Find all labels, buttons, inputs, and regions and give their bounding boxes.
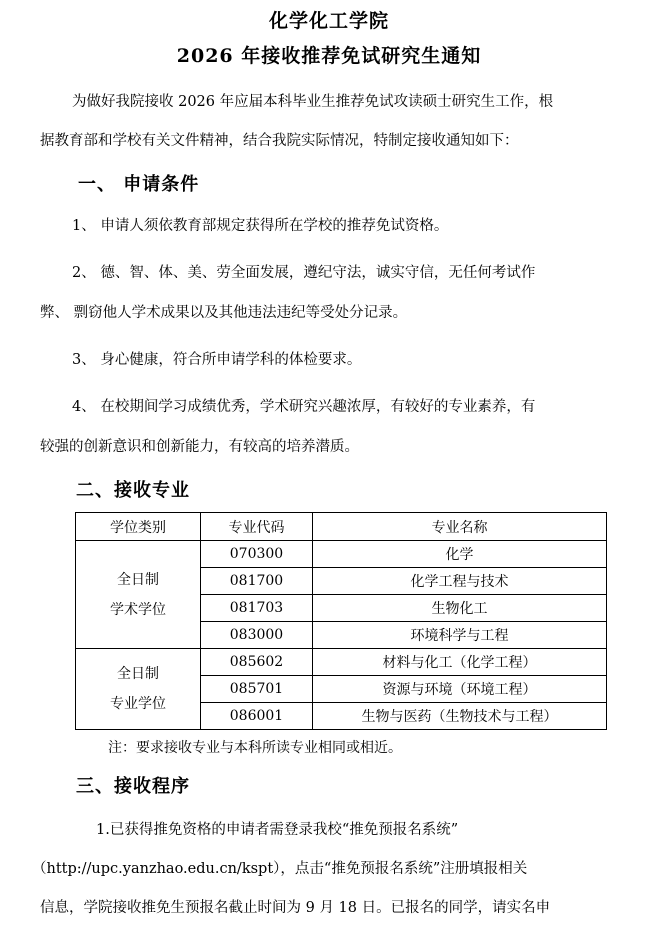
page-subtitle: 2026 年接收推荐免试研究生通知 xyxy=(176,45,482,67)
header-degree-type: 学位类别 xyxy=(76,513,201,541)
major-name: 材料与化工（化学工程） xyxy=(313,649,607,676)
degree-type-professional xyxy=(76,649,201,730)
major-code: 070300 xyxy=(201,541,313,568)
major-code: 083000 xyxy=(201,622,313,649)
intro-paragraph-line2: 据教育部和学校有关文件精神，结合我院实际情况，特制定接收通知如下： xyxy=(40,133,519,149)
page-title: 化学化工学院 xyxy=(268,10,389,32)
major-code: 086001 xyxy=(201,703,313,730)
header-major-name: 专业名称 xyxy=(313,513,607,541)
major-name: 生物与医药（生物技术与工程） xyxy=(313,703,607,730)
section-heading-conditions: 一、 申请条件 xyxy=(78,174,200,195)
degree-type-line: 学术学位 xyxy=(110,601,166,618)
table-header-row xyxy=(76,513,607,541)
condition-4-line1: 4、 在校期间学习成绩优秀，学术研究兴趣浓厚，有较好的专业素养，有 xyxy=(72,399,536,415)
condition-1: 1、 申请人须依教育部规定获得所在学校的推荐免试资格。 xyxy=(72,218,449,234)
major-code: 085602 xyxy=(201,649,313,676)
major-name: 环境科学与工程 xyxy=(313,622,607,649)
condition-4-line2: 较强的创新意识和创新能力，有较高的培养潜质。 xyxy=(40,439,359,455)
major-name: 化学工程与技术 xyxy=(313,568,607,595)
degree-type-academic xyxy=(76,541,201,649)
major-code: 081703 xyxy=(201,595,313,622)
majors-table xyxy=(75,512,607,730)
degree-type-line: 专业学位 xyxy=(110,696,166,712)
intro-paragraph-line1: 为做好我院接收 2026 年应届本科毕业生推荐免试攻读硕士研究生工作，根 xyxy=(72,94,554,110)
major-name: 资源与环境（环境工程） xyxy=(313,676,607,703)
table-row xyxy=(76,541,607,568)
condition-2-line1: 2、 德、智、体、美、劳全面发展，遵纪守法，诚实守信，无任何考试作 xyxy=(72,265,536,281)
procedure-1-line2: （http://upc.yanzhao.edu.cn/kspt），点击“推免预报名系统”注册填报相关 xyxy=(32,861,528,877)
major-code: 081700 xyxy=(201,568,313,595)
major-name: 生物化工 xyxy=(313,595,607,622)
table-note: 注：要求接收专业与本科所读专业相同或相近。 xyxy=(108,740,402,756)
major-code: 085701 xyxy=(201,676,313,703)
procedure-1-line1: 1.已获得推免资格的申请者需登录我校“推免预报名系统” xyxy=(96,822,459,838)
section-heading-majors: 二、接收专业 xyxy=(76,480,190,501)
header-major-code: 专业代码 xyxy=(201,513,313,541)
degree-type-line: 全日制 xyxy=(117,666,159,682)
table-row xyxy=(76,649,607,676)
major-name: 化学 xyxy=(313,541,607,568)
degree-type-line: 全日制 xyxy=(117,571,159,588)
condition-2-line2: 弊、 剽窃他人学术成果以及其他违法违纪等受处分记录。 xyxy=(40,305,408,321)
condition-3: 3、 身心健康，符合所申请学科的体检要求。 xyxy=(72,352,362,368)
procedure-1-line3: 信息，学院接收推免生预报名截止时间为 9 月 18 日。已报名的同学，请实名申 xyxy=(40,900,551,916)
section-heading-procedure: 三、接收程序 xyxy=(76,776,190,797)
